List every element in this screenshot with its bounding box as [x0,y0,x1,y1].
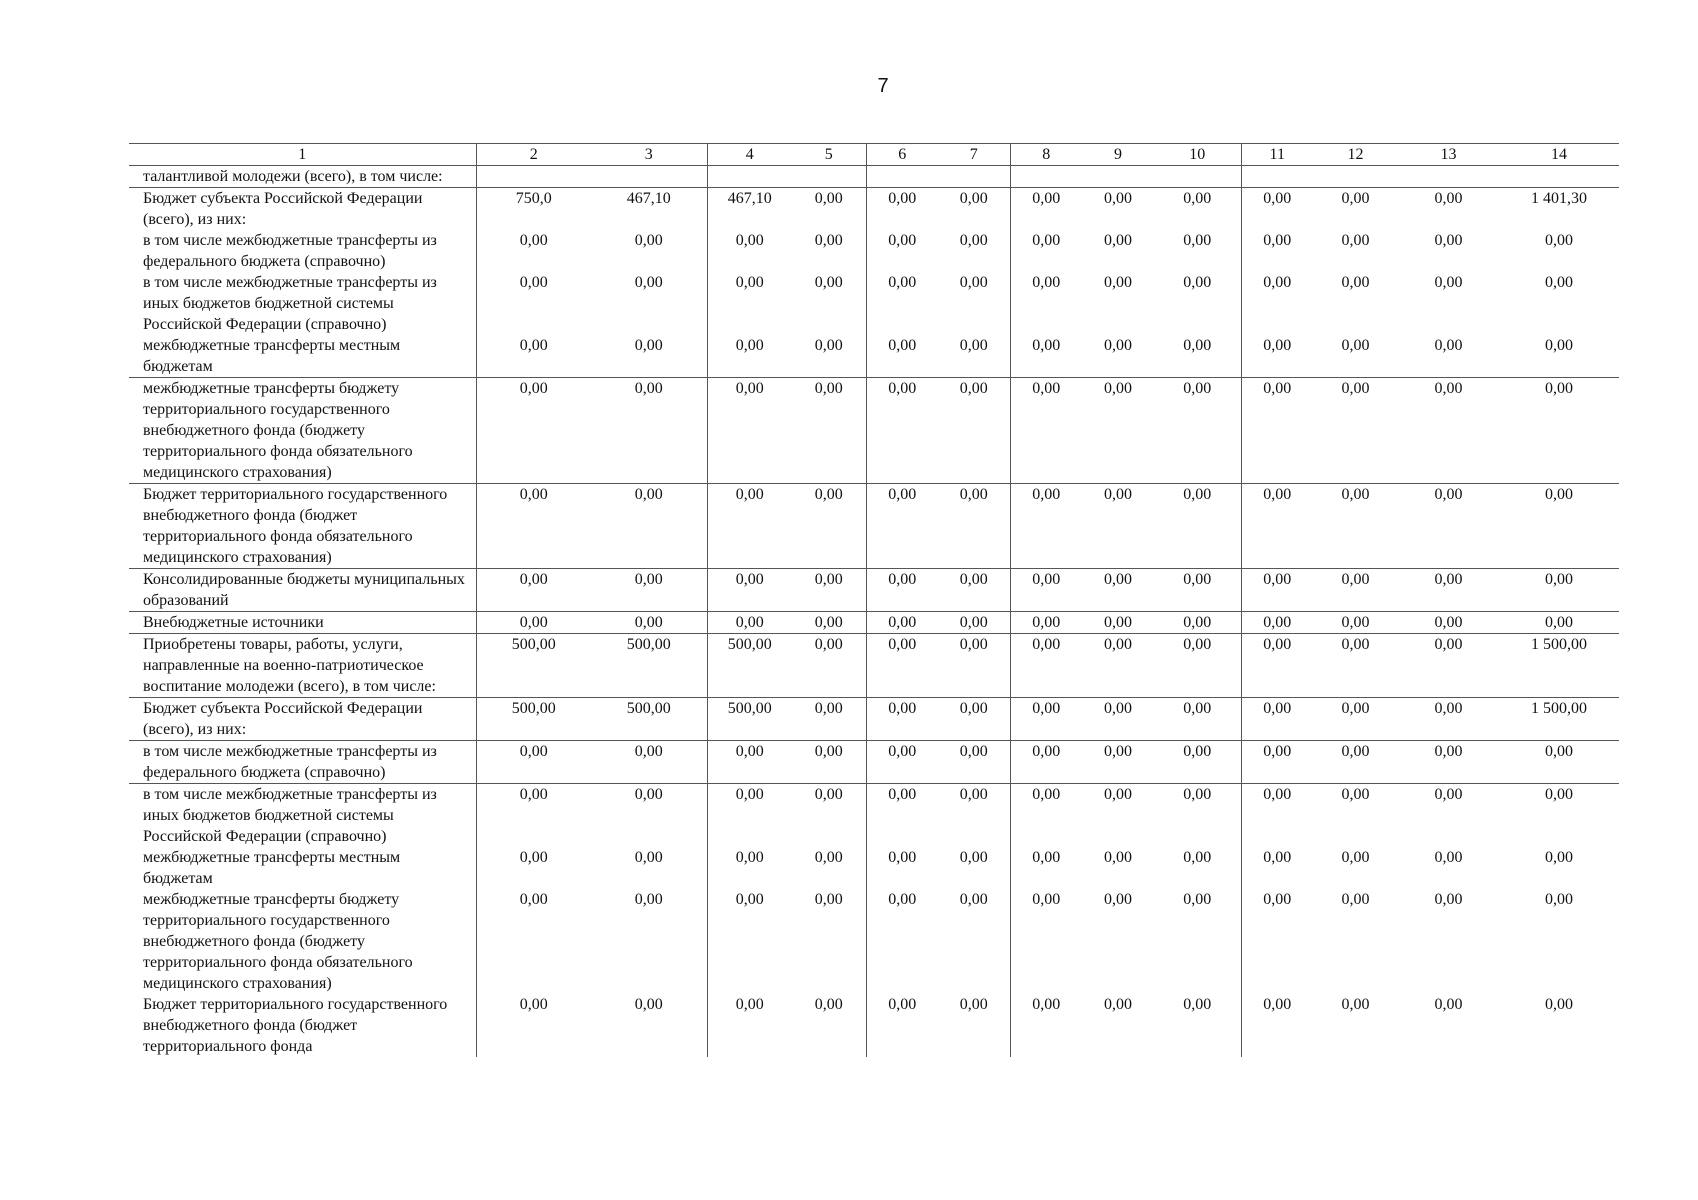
value-cell: 0,00 [476,994,591,1057]
value-cell: 0,00 [1398,612,1499,634]
column-header-9: 9 [1082,144,1154,166]
value-cell: 0,00 [476,847,591,889]
column-header-14: 14 [1499,144,1619,166]
value-cell: 0,00 [814,996,843,1013]
value-cell [1398,166,1499,188]
value-cell [1499,166,1619,188]
value-cell: 0,00 [792,634,866,698]
value-cell: 0,00 [1010,741,1082,784]
value-cell: 0,00 [792,784,866,848]
value-cell: 467,10 [707,188,792,231]
row-label: Бюджет субъекта Российской Федерации (всего), из них: [129,188,476,231]
value-cell: 0,00 [1010,378,1082,484]
value-cell: 0,00 [1010,335,1082,378]
value-cell [1241,166,1313,188]
table-row [129,272,1619,335]
value-cell: 0,00 [814,891,843,908]
column-header-1: 1 [129,144,476,166]
value-cell: 1 500,00 [1499,698,1619,741]
value-cell: 0,00 [1241,634,1313,698]
row-label: Бюджет субъекта Российской Федерации (всего), из них: [129,698,476,741]
value-cell: 0,00 [1241,741,1313,784]
value-cell: 0,00 [866,335,938,378]
row-label: в том числе межбюджетные трансферты из федерального бюджета (справочно) [129,741,476,784]
table-body [129,166,1619,1058]
table-row [129,378,1619,484]
value-cell: 0,00 [1010,889,1082,994]
value-cell: 0,00 [1313,612,1398,634]
row-label: Бюджет территориального государственного внебюджетного фонда (бюджет территориального фонда [143,996,448,1055]
value-cell: 0,00 [634,891,663,908]
value-cell: 0,00 [707,230,792,272]
value-cell: 0,00 [634,232,663,249]
value-cell: 0,00 [938,634,1010,698]
value-cell: 0,00 [1398,378,1499,484]
table-row [129,784,1619,848]
value-cell: 0,00 [1183,891,1212,908]
value-cell: 0,00 [707,889,792,994]
value-cell: 0,00 [707,569,792,612]
value-cell: 0,00 [1313,484,1398,569]
value-cell [591,166,707,188]
row-label: в том числе межбюджетные трансферты из федерального бюджета (справочно) [143,232,437,270]
value-cell: 0,00 [866,847,938,889]
value-cell: 0,00 [1499,741,1619,784]
value-cell [1010,166,1082,188]
value-cell: 0,00 [1499,484,1619,569]
value-cell: 0,00 [1104,337,1132,354]
value-cell: 0,00 [1082,741,1154,784]
value-cell: 0,00 [1545,274,1573,291]
value-cell: 0,00 [1398,634,1499,698]
value-cell: 0,00 [938,784,1010,848]
value-cell: 467,10 [591,188,707,231]
value-cell: 0,00 [866,741,938,784]
value-cell: 0,00 [866,378,938,484]
column-header-4: 4 [707,144,792,166]
value-cell: 0,00 [1499,612,1619,634]
value-cell: 0,00 [1499,378,1619,484]
value-cell: 0,00 [591,612,707,634]
value-cell: 0,00 [634,337,663,354]
column-header-5: 5 [792,144,866,166]
value-cell: 0,00 [591,484,707,569]
table-header-row [129,144,1619,166]
table-row [129,847,1619,889]
value-cell: 0,00 [814,274,843,291]
value-cell: 0,00 [792,484,866,569]
value-cell [1082,166,1154,188]
value-cell: 500,00 [707,698,792,741]
value-cell: 0,00 [1341,891,1370,908]
row-label: межбюджетные трансферты бюджету территориального государственного внебюджетного фонда (бюджету территориального фонда обязательного медицинского страхования) [129,378,476,484]
value-cell: 0,00 [1154,569,1241,612]
column-header-8: 8 [1010,144,1082,166]
value-cell [1313,166,1398,188]
value-cell: 0,00 [707,784,792,848]
value-cell: 0,00 [1010,188,1082,231]
value-cell: 0,00 [1313,634,1398,698]
value-cell: 0,00 [1545,232,1573,249]
value-cell: 0,00 [866,784,938,848]
value-cell: 0,00 [1154,188,1241,231]
value-cell: 0,00 [1010,230,1082,272]
value-cell: 0,00 [1313,698,1398,741]
value-cell: 0,00 [1104,232,1132,249]
value-cell: 0,00 [1183,232,1212,249]
row-label: Приобретены товары, работы, услуги, направленные на военно-патриотическое воспитание молодежи (всего), в том числе: [129,634,476,698]
value-cell: 0,00 [1010,698,1082,741]
value-cell: 0,00 [1010,994,1082,1057]
value-cell: 0,00 [707,484,792,569]
value-cell: 0,00 [1241,272,1313,335]
row-label: межбюджетные трансферты местным бюджетам [143,337,401,375]
value-cell: 0,00 [476,612,591,634]
value-cell: 0,00 [1241,698,1313,741]
value-cell: 0,00 [1545,891,1573,908]
value-cell: 0,00 [1104,849,1132,866]
value-cell: 0,00 [707,847,792,889]
value-cell: 0,00 [959,337,988,354]
value-cell: 0,00 [1241,484,1313,569]
value-cell: 0,00 [866,484,938,569]
column-header-10: 10 [1154,144,1241,166]
value-cell: 0,00 [476,569,591,612]
value-cell: 1 401,30 [1499,188,1619,231]
table-row [129,612,1619,634]
value-cell: 0,00 [591,378,707,484]
value-cell: 0,00 [866,272,938,335]
value-cell: 0,00 [707,612,792,634]
value-cell: 0,00 [1154,784,1241,848]
value-cell: 0,00 [1010,612,1082,634]
table-row [129,889,1619,994]
budget-table-container [129,143,1698,1093]
value-cell: 0,00 [959,232,988,249]
value-cell: 0,00 [1183,337,1212,354]
value-cell: 0,00 [1010,272,1082,335]
column-header-2: 2 [476,144,591,166]
value-cell: 0,00 [1341,849,1370,866]
value-cell: 0,00 [1082,784,1154,848]
value-cell: 0,00 [792,741,866,784]
table-row [129,741,1619,784]
value-cell: 0,00 [866,698,938,741]
column-header-13: 13 [1398,144,1499,166]
value-cell: 0,00 [1010,484,1082,569]
value-cell: 0,00 [1341,232,1370,249]
value-cell: 0,00 [938,741,1010,784]
row-label: межбюджетные трансферты бюджету территориального государственного внебюджетного фонда (бюджету территориального фонда обязательного медицинского страхования) [143,891,413,992]
value-cell: 0,00 [792,569,866,612]
value-cell: 0,00 [707,994,792,1057]
value-cell: 0,00 [1183,274,1212,291]
value-cell: 0,00 [476,230,591,272]
value-cell: 0,00 [1313,784,1398,848]
value-cell: 0,00 [634,996,663,1013]
value-cell: 0,00 [938,378,1010,484]
row-label: талантливой молодежи (всего), в том числе: [143,168,443,185]
row-label: в том числе межбюджетные трансферты из иных бюджетов бюджетной системы Российской Федерации (справочно) [129,784,476,848]
value-cell: 0,00 [1082,698,1154,741]
value-cell: 0,00 [792,612,866,634]
value-cell: 0,00 [476,741,591,784]
value-cell: 0,00 [1313,569,1398,612]
value-cell: 0,00 [1082,634,1154,698]
value-cell: 0,00 [476,272,591,335]
value-cell: 0,00 [1082,569,1154,612]
value-cell: 0,00 [1010,784,1082,848]
row-label: в том числе межбюджетные трансферты из иных бюджетов бюджетной системы Российской Федерации (справочно) [143,274,437,333]
value-cell: 0,00 [1154,634,1241,698]
value-cell: 0,00 [814,232,843,249]
value-cell [1154,166,1241,188]
value-cell: 0,00 [591,569,707,612]
value-cell: 0,00 [1241,188,1313,231]
value-cell: 0,00 [1241,569,1313,612]
value-cell: 0,00 [1499,569,1619,612]
value-cell: 0,00 [938,188,1010,231]
value-cell: 0,00 [1313,188,1398,231]
value-cell: 0,00 [938,698,1010,741]
value-cell: 0,00 [1082,378,1154,484]
value-cell: 0,00 [1241,378,1313,484]
value-cell: 0,00 [476,484,591,569]
value-cell: 0,00 [1341,337,1370,354]
value-cell: 0,00 [1082,484,1154,569]
value-cell: 500,00 [591,634,707,698]
value-cell: 0,00 [866,994,938,1057]
value-cell: 0,00 [1154,484,1241,569]
value-cell: 0,00 [1154,612,1241,634]
row-label: Консолидированные бюджеты муниципальных образований [129,569,476,612]
column-header-6: 6 [866,144,938,166]
value-cell: 0,00 [1241,847,1313,889]
table-row [129,230,1619,272]
table-row [129,335,1619,378]
value-cell: 0,00 [707,335,792,378]
value-cell [476,166,591,188]
value-cell: 0,00 [591,784,707,848]
value-cell: 750,0 [476,188,591,231]
value-cell: 0,00 [1434,274,1463,291]
value-cell [707,166,792,188]
value-cell: 0,00 [1434,996,1463,1013]
value-cell: 0,00 [1241,784,1313,848]
row-label: Бюджет территориального государственного внебюджетного фонда (бюджет территориального фонда обязательного медицинского страхования) [129,484,476,569]
value-cell: 0,00 [707,378,792,484]
value-cell: 0,00 [959,996,988,1013]
value-cell: 0,00 [1241,889,1313,994]
value-cell: 0,00 [938,484,1010,569]
value-cell: 0,00 [1434,337,1463,354]
value-cell: 0,00 [476,378,591,484]
value-cell: 0,00 [866,188,938,231]
value-cell: 0,00 [866,230,938,272]
value-cell: 0,00 [1104,274,1132,291]
value-cell: 0,00 [707,741,792,784]
value-cell: 0,00 [792,698,866,741]
value-cell: 0,00 [1545,849,1573,866]
table-row [129,569,1619,612]
value-cell: 0,00 [1545,996,1573,1013]
table-row [129,698,1619,741]
value-cell: 0,00 [866,612,938,634]
value-cell: 0,00 [1154,741,1241,784]
table-row [129,188,1619,231]
value-cell: 0,00 [634,849,663,866]
value-cell: 0,00 [1434,849,1463,866]
value-cell: 0,00 [814,337,843,354]
value-cell: 0,00 [1010,847,1082,889]
value-cell: 0,00 [1313,378,1398,484]
value-cell: 0,00 [476,784,591,848]
value-cell: 0,00 [866,634,938,698]
column-header-7: 7 [938,144,1010,166]
value-cell: 0,00 [591,741,707,784]
value-cell: 0,00 [1183,849,1212,866]
value-cell: 0,00 [1082,188,1154,231]
value-cell: 0,00 [1434,891,1463,908]
value-cell: 0,00 [866,889,938,994]
column-header-3: 3 [591,144,707,166]
value-cell: 500,00 [476,634,591,698]
value-cell [938,166,1010,188]
value-cell: 0,00 [1154,698,1241,741]
table-row [129,484,1619,569]
value-cell: 0,00 [938,612,1010,634]
value-cell: 0,00 [1104,996,1132,1013]
column-header-11: 11 [1241,144,1313,166]
value-cell: 0,00 [938,569,1010,612]
table-row [129,994,1619,1057]
value-cell: 0,00 [1434,232,1463,249]
value-cell: 0,00 [866,569,938,612]
value-cell: 0,00 [634,274,663,291]
value-cell: 0,00 [1341,996,1370,1013]
value-cell: 0,00 [1398,484,1499,569]
value-cell: 0,00 [1241,612,1313,634]
value-cell: 0,00 [1104,891,1132,908]
column-header-12: 12 [1313,144,1398,166]
table-row [129,634,1619,698]
value-cell: 0,00 [1341,274,1370,291]
value-cell: 1 500,00 [1499,634,1619,698]
value-cell [866,166,938,188]
value-cell: 0,00 [1082,612,1154,634]
value-cell: 0,00 [1241,335,1313,378]
value-cell: 500,00 [476,698,591,741]
budget-table [129,143,1619,1057]
value-cell: 0,00 [707,272,792,335]
value-cell: 0,00 [1183,996,1212,1013]
value-cell: 0,00 [476,889,591,994]
value-cell: 0,00 [1499,784,1619,848]
value-cell: 0,00 [1398,784,1499,848]
value-cell [792,166,866,188]
row-label: межбюджетные трансферты местным бюджетам [143,849,401,887]
value-cell: 0,00 [959,891,988,908]
value-cell: 0,00 [792,378,866,484]
value-cell: 0,00 [476,335,591,378]
value-cell: 0,00 [1545,337,1573,354]
value-cell: 0,00 [1010,569,1082,612]
value-cell: 500,00 [707,634,792,698]
value-cell: 500,00 [591,698,707,741]
value-cell: 0,00 [1398,569,1499,612]
value-cell: 0,00 [959,849,988,866]
table-row [129,166,1619,188]
value-cell: 0,00 [1313,741,1398,784]
value-cell: 0,00 [959,274,988,291]
row-label: Внебюджетные источники [129,612,476,634]
page-number: 7 [877,75,889,97]
value-cell: 0,00 [1398,698,1499,741]
value-cell: 0,00 [1241,994,1313,1057]
value-cell: 0,00 [1398,741,1499,784]
value-cell: 0,00 [1010,634,1082,698]
value-cell: 0,00 [814,849,843,866]
value-cell: 0,00 [792,188,866,231]
value-cell: 0,00 [1154,378,1241,484]
value-cell: 0,00 [1398,188,1499,231]
value-cell: 0,00 [1241,230,1313,272]
